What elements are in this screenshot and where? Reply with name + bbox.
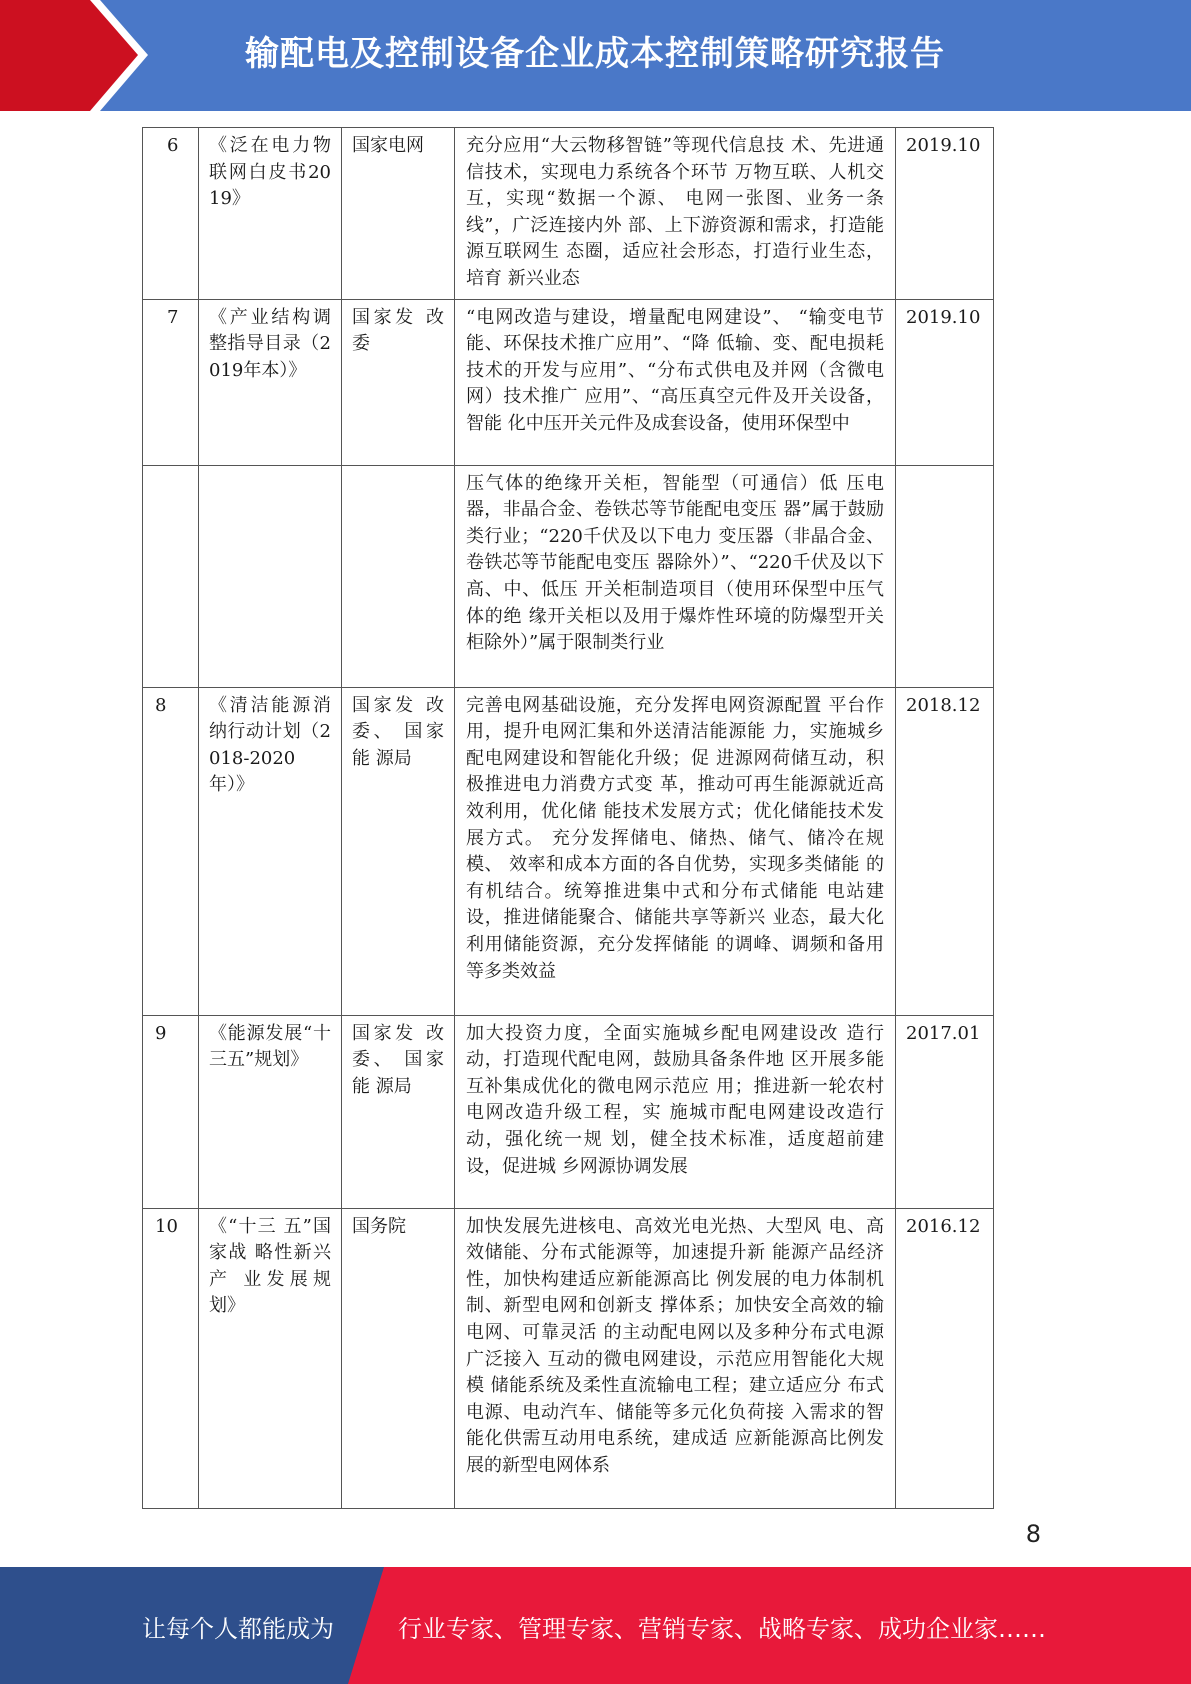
issue-date <box>896 465 994 687</box>
policy-table <box>142 127 994 1509</box>
table-row <box>143 299 994 465</box>
policy-name <box>199 465 342 687</box>
issuer: 国家发 改委、 国家能 源局 <box>342 687 455 1015</box>
row-number: 10 <box>143 1208 199 1508</box>
policy-name: 《能源发展“十三五”规划》 <box>199 1015 342 1208</box>
policy-content: 完善电网基础设施，充分发挥电网资源配置 平台作用，提升电网汇集和外送清洁能源能 力，实施城乡配电网建设和智能化升级；促 进源网荷储互动，积极推进电力消费方式变 革，推动可再生能源就近高效利用，优化储 能技术发展方式；优化储能技术发展方式。 充分发挥储电、储热、储气、储冷在规模、 效率和成本方面的各自优势，实现多类储能 的有机结合。统筹推进集中式和分布式储能 电站建设，推进储能聚合、储能共享等新兴 业态，最大化利用储能资源，充分发挥储能 的调峰、调频和备用等多类效益 <box>455 687 896 1015</box>
table-row <box>143 1015 994 1208</box>
issuer <box>342 465 455 687</box>
policy-name: 《产业结构调整指导目录（2019年本）》 <box>199 299 342 465</box>
row-number: 8 <box>143 687 199 1015</box>
policy-content: 加大投资力度，全面实施城乡配电网建设改 造行动，打造现代配电网，鼓励具备条件地 区开展多能互补集成优化的微电网示范应 用；推进新一轮农村电网改造升级工程，实 施城市配电网建设改造行动，强化统一规 划，健全技术标准，适度超前建设，促进城 乡网源协调发展 <box>455 1015 896 1208</box>
policy-content: 压气体的绝缘开关柜，智能型（可通信）低 压电器，非晶合金、卷铁芯等节能配电变压 器”属于鼓励类行业；“220千伏及以下电力 变压器（非晶合金、卷铁芯等节能配电变压 器除外）”、“220千伏及以下高、中、低压 开关柜制造项目（使用环保型中压气体的绝 缘开关柜以及用于爆炸性环境的防爆型开关 柜除外）”属于限制类行业 <box>455 465 896 687</box>
row-number <box>143 465 199 687</box>
issuer: 国家发 改委、 国家能 源局 <box>342 1015 455 1208</box>
page-footer <box>0 1567 1191 1684</box>
report-title: 输配电及控制设备企业成本控制策略研究报告 <box>245 34 945 74</box>
footer-slogan-left: 让每个人都能成为 <box>142 1615 334 1643</box>
row-number: 7 <box>143 299 199 465</box>
policy-name: 《泛在电力物联网白皮书2019》 <box>199 128 342 300</box>
issue-date: 2019.10 <box>896 299 994 465</box>
issuer: 国家发 改委 <box>342 299 455 465</box>
page-number: 8 <box>1025 1520 1041 1548</box>
page-header <box>0 0 1191 111</box>
table-row <box>143 687 994 1015</box>
row-number: 9 <box>143 1015 199 1208</box>
policy-content: “电网改造与建设，增量配电网建设”、 “输变电节能、环保技术推广应用”、“降 低输、变、配电损耗技术的开发与应用”、“分布式供电及并网（含微电网）技术推广 应用”、“高压真空元件及开关设备，智能 化中压开关元件及成套设备，使用环保型中 <box>455 299 896 465</box>
policy-name: 《“十三 五”国家战 略性新兴产 业发展规 划》 <box>199 1208 342 1508</box>
table-row <box>143 128 994 300</box>
table-row <box>143 1208 994 1508</box>
issue-date: 2018.12 <box>896 687 994 1015</box>
issuer: 国家电网 <box>342 128 455 300</box>
policy-content: 加快发展先进核电、高效光电光热、大型风 电、高效储能、分布式能源等，加速提升新 能源产品经济性，加快构建适应新能源高比 例发展的电力体制机制、新型电网和创新支 撑体系；加快安全高效的输电网、可靠灵活 的主动配电网以及多种分布式电源广泛接入 互动的微电网建设，示范应用智能化大规模 储能系统及柔性直流输电工程；建立适应分 布式电源、电动汽车、储能等多元化负荷接 入需求的智能化供需互动用电系统，建成适 应新能源高比例发展的新型电网体系 <box>455 1208 896 1508</box>
table-row <box>143 465 994 687</box>
policy-content: 充分应用“大云物移智链”等现代信息技 术、先进通信技术，实现电力系统各个环节 万物互联、人机交互，实现“数据一个源、 电网一张图、业务一条线”，广泛连接内外 部、上下游资源和需求，打造能源互联网生 态圈，适应社会形态，打造行业生态，培育 新兴业态 <box>455 128 896 300</box>
policy-name: 《清洁能源消纳行动计划（2018-2020年）》 <box>199 687 342 1015</box>
footer-slogan-right: 行业专家、管理专家、营销专家、战略专家、成功企业家…… <box>398 1615 1046 1643</box>
issue-date: 2017.01 <box>896 1015 994 1208</box>
header-chevron-decoration <box>0 0 160 111</box>
issue-date: 2019.10 <box>896 128 994 300</box>
issuer: 国务院 <box>342 1208 455 1508</box>
issue-date: 2016.12 <box>896 1208 994 1508</box>
row-number: 6 <box>143 128 199 300</box>
